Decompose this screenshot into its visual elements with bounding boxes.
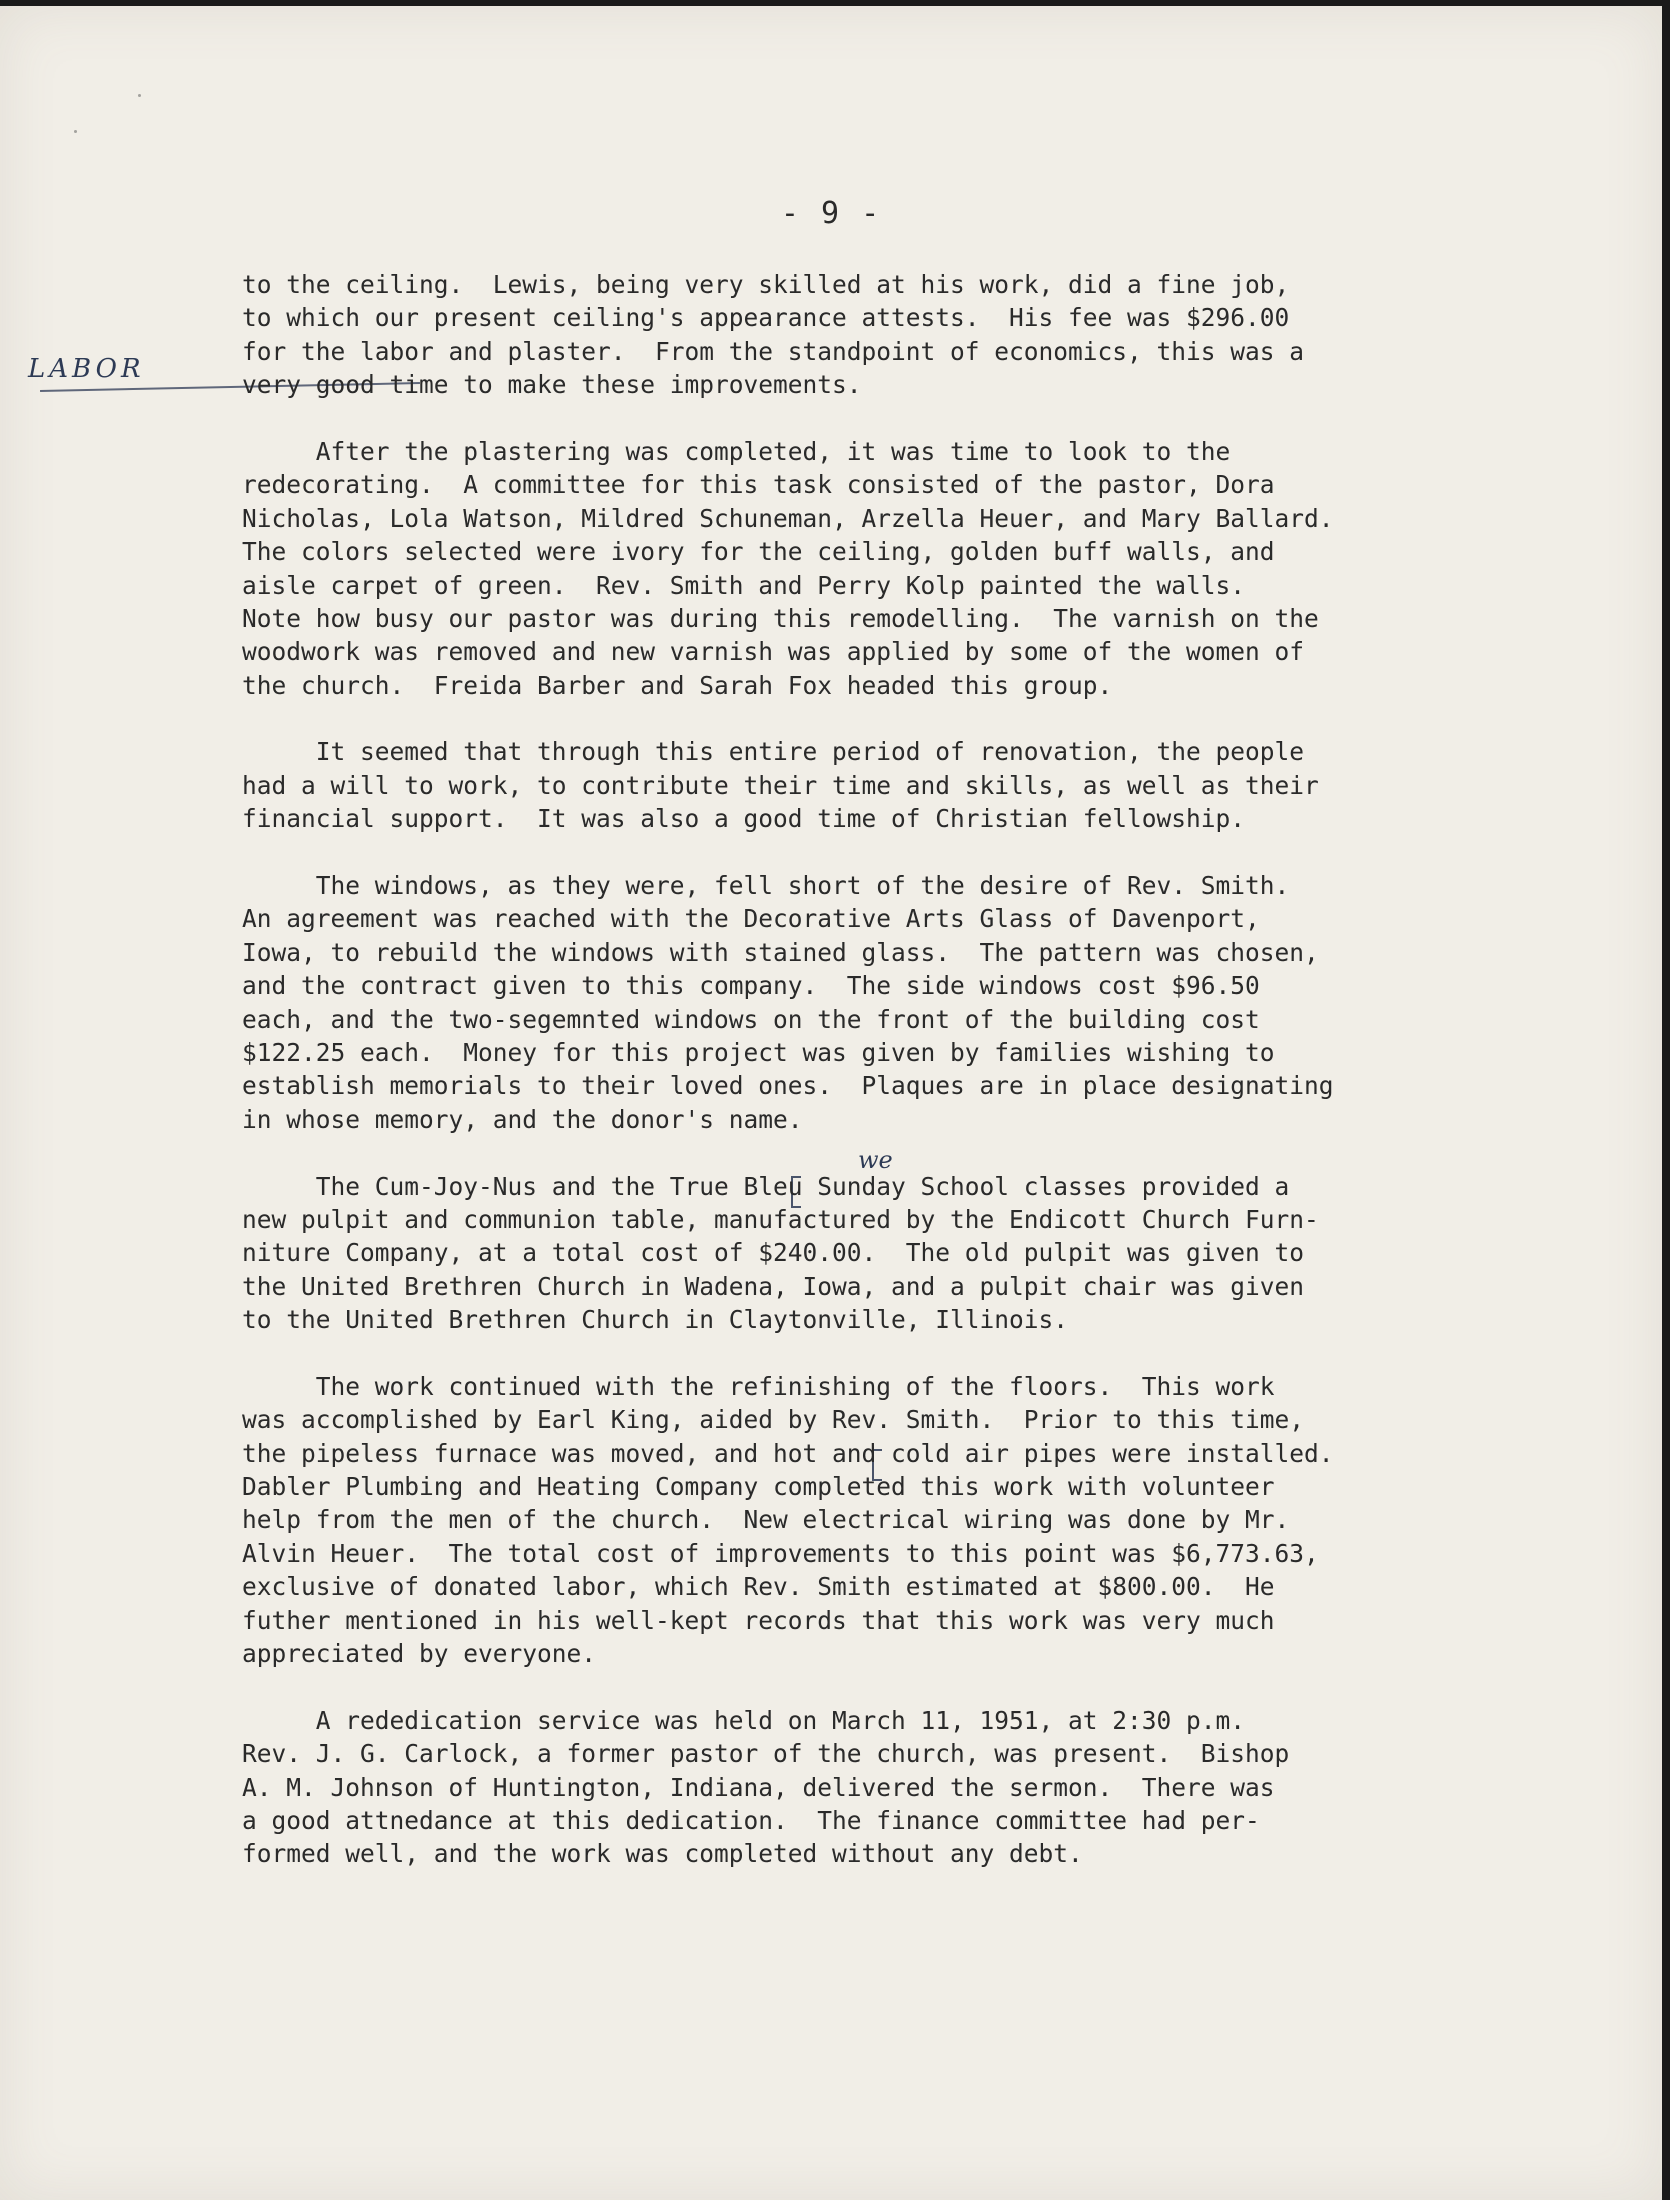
text-line: formed well, and the work was completed without any debt. <box>242 1839 1083 1869</box>
text-line: the pipeless furnace was moved, and hot and cold air pipes were installed. <box>242 1438 1334 1468</box>
page-number: - 9 - <box>780 196 882 231</box>
text-line: Alvin Heuer. The total cost of improvements to this point was $6,773.63, <box>242 1538 1319 1568</box>
text-line: A. M. Johnson of Huntington, Indiana, delivered the sermon. There was <box>242 1772 1275 1802</box>
text-line: and the contract given to this company. The side windows cost $96.50 <box>242 971 1260 1001</box>
document-body <box>242 268 1492 1904</box>
text-line: After the plastering was completed, it was time to look to the <box>242 436 1231 466</box>
text-line: A rededication service was held on March 11, 1951, at 2:30 p.m. <box>242 1705 1246 1735</box>
text-line: very good time to make these improvements. <box>242 370 862 400</box>
text-line: financial support. It was also a good time of Christian fellowship. <box>242 804 1246 834</box>
text-line: was accomplished by Earl King, aided by Rev. Smith. Prior to this time, <box>242 1405 1305 1435</box>
text-line: to the ceiling. Lewis, being very skilled at his work, did a fine job, <box>242 270 1290 299</box>
text-line: for the labor and plaster. From the standpoint of economics, this was a <box>242 336 1305 366</box>
text-line: appreciated by everyone. <box>242 1639 597 1669</box>
text-line: exclusive of donated labor, which Rev. Smith estimated at $800.00. He <box>242 1572 1275 1602</box>
text-line: The windows, as they were, fell short of the desire of Rev. Smith. <box>242 871 1290 901</box>
text-line: The work continued with the refinishing of the floors. This work <box>242 1371 1275 1401</box>
text-line: to which our present ceiling's appearance attests. His fee was $296.00 <box>242 303 1290 333</box>
text-line: the church. Freida Barber and Sarah Fox headed this group. <box>242 670 1113 700</box>
text-line: Nicholas, Lola Watson, Mildred Schuneman, Arzella Heuer, and Mary Ballard. <box>242 503 1334 533</box>
text-line: An agreement was reached with the Decorative Arts Glass of Davenport, <box>242 904 1260 934</box>
text-line: the United Brethren Church in Wadena, Iowa, and a pulpit chair was given <box>242 1271 1305 1301</box>
text-line: niture Company, at a total cost of $240.00. The old pulpit was given to <box>242 1238 1305 1268</box>
text-line: had a will to work, to contribute their time and skills, as well as their <box>242 770 1319 800</box>
text-line: in whose memory, and the donor's name. <box>242 1104 803 1134</box>
text-line: It seemed that through this entire period of renovation, the people <box>242 737 1305 767</box>
paragraph <box>242 1370 1492 1671</box>
paper-speck <box>138 94 141 97</box>
text-line: to the United Brethren Church in Claytonville, Illinois. <box>242 1305 1069 1335</box>
paragraph <box>242 1704 1492 1871</box>
document-page <box>0 6 1662 2200</box>
text-line: woodwork was removed and new varnish was applied by some of the women of <box>242 637 1305 667</box>
text-line: $122.25 each. Money for this project was given by families wishing to <box>242 1037 1275 1067</box>
text-line: The Cum-Joy-Nus and the True Bleu Sunday School classes provided a <box>242 1171 1290 1201</box>
text-line: each, and the two-segemnted windows on the front of the building cost <box>242 1004 1260 1034</box>
text-line: a good attnedance at this dedication. The finance committee had per- <box>242 1805 1260 1835</box>
text-line: help from the men of the church. New electrical wiring was done by Mr. <box>242 1505 1290 1535</box>
paragraph <box>242 735 1492 835</box>
paragraph <box>242 869 1492 1136</box>
margin-note-handwritten: LABOR <box>28 354 145 384</box>
handwritten-insert-mark: we <box>858 1146 893 1174</box>
paragraph <box>242 1170 1492 1337</box>
paper-speck <box>74 130 77 133</box>
text-line: futher mentioned in his well-kept records that this work was very much <box>242 1605 1275 1635</box>
text-line: Dabler Plumbing and Heating Company completed this work with volunteer <box>242 1472 1275 1502</box>
text-line: Note how busy our pastor was during this remodelling. The varnish on the <box>242 603 1319 633</box>
text-line: new pulpit and communion table, manufactured by the Endicott Church Furn- <box>242 1204 1319 1234</box>
text-line: establish memorials to their loved ones. Plaques are in place designating <box>242 1071 1334 1101</box>
paragraph <box>242 268 1492 402</box>
text-line: aisle carpet of green. Rev. Smith and Perry Kolp painted the walls. <box>242 570 1246 600</box>
text-line: Iowa, to rebuild the windows with stained glass. The pattern was chosen, <box>242 937 1319 967</box>
text-line: Rev. J. G. Carlock, a former pastor of the church, was present. Bishop <box>242 1739 1290 1769</box>
text-line: redecorating. A committee for this task consisted of the pastor, Dora <box>242 470 1275 500</box>
paragraph <box>242 435 1492 702</box>
text-line: The colors selected were ivory for the ceiling, golden buff walls, and <box>242 537 1275 567</box>
